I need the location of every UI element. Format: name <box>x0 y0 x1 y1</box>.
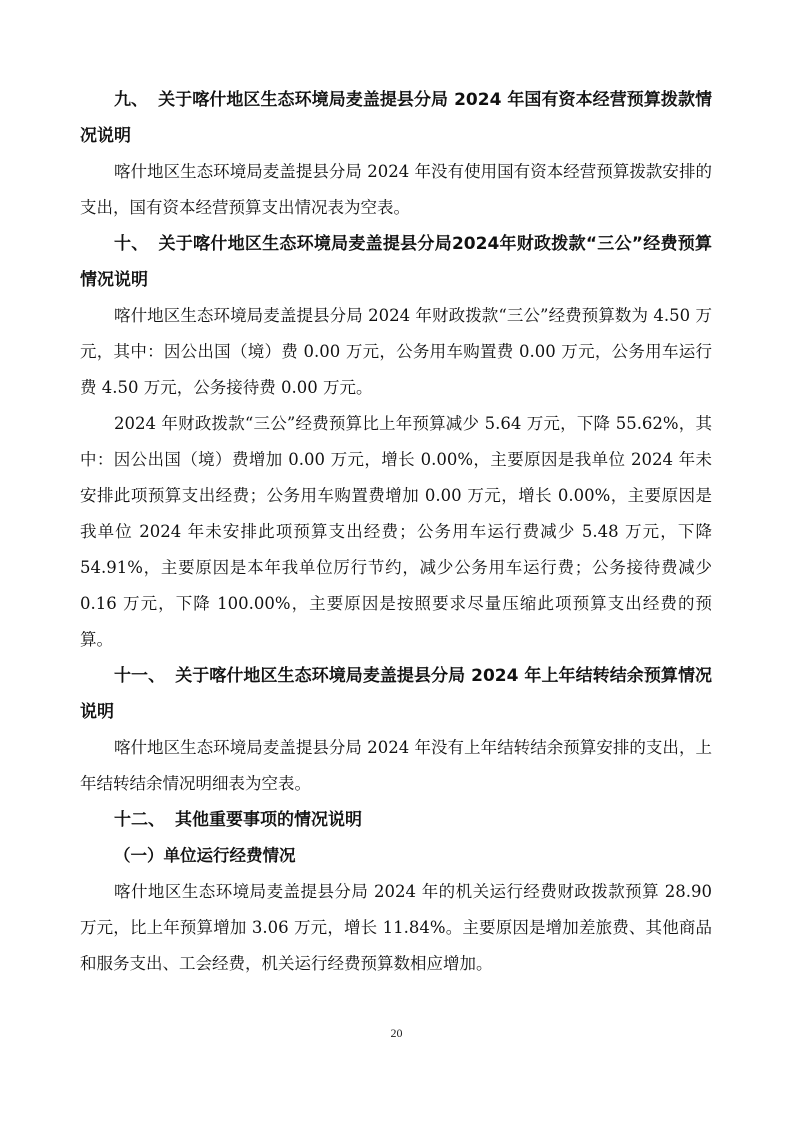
section-10-body-2: 2024 年财政拨款“三公”经费预算比上年预算减少 5.64 万元，下降 55.62%，其中：因公出国（境）费增加 0.00 万元，增长 0.00%，主要原因是我单位 2024 年未安排此项预算支出经费；公务用车购置费增加 0.00 万元，增长 0.00%，主要原因是我单位 2024 年未安排此项预算支出经费；公务用车运行费减少 5.48 万元，下降 54.91%，主要原因是本年我单位厉行节约，减少公务用车运行费；公务接待费减少 0.16 万元，下降 100.00%，主要原因是按照要求尽量压缩此项预算支出经费的预算。 <box>80 414 712 649</box>
section-10-number: 十、 <box>114 234 149 254</box>
document-content <box>80 82 712 982</box>
section-12-number: 十二、 <box>114 810 165 830</box>
section-10-heading <box>80 226 712 298</box>
section-11-number: 十一、 <box>114 666 166 686</box>
section-11-title: 关于喀什地区生态环境局麦盖提县分局 2024 年上年结转结余预算情况说明 <box>80 666 713 722</box>
section-11-heading <box>80 658 712 730</box>
section-12-title: 其他重要事项的情况说明 <box>175 810 362 830</box>
section-12-sub-1-body: 喀什地区生态环境局麦盖提县分局 2024 年的机关运行经费财政拨款预算 28.90 万元，比上年预算增加 3.06 万元，增长 11.84%。主要原因是增加差旅费、其他商品和服务支出、工会经费，机关运行经费预算数相应增加。 <box>80 882 712 973</box>
section-12-subheading-1: （一）单位运行经费情况 <box>114 846 296 865</box>
section-9-heading <box>80 82 712 154</box>
page-number: 20 <box>390 1026 403 1040</box>
section-9-body: 喀什地区生态环境局麦盖提县分局 2024 年没有使用国有资本经营预算拨款安排的支出，国有资本经营预算支出情况表为空表。 <box>80 162 712 217</box>
section-10-body-1: 喀什地区生态环境局麦盖提县分局 2024 年财政拨款“三公”经费预算数为 4.50 万元，其中：因公出国（境）费 0.00 万元，公务用车购置费 0.00 万元，公务用车运行费 4.50 万元，公务接待费 0.00 万元。 <box>80 306 712 397</box>
section-11-body: 喀什地区生态环境局麦盖提县分局 2024 年没有上年结转结余预算安排的支出，上年结转结余情况明细表为空表。 <box>80 738 712 793</box>
section-10-title: 关于喀什地区生态环境局麦盖提县分局2024年财政拨款“三公”经费预算情况说明 <box>80 234 712 290</box>
section-9-title: 关于喀什地区生态环境局麦盖提县分局 2024 年国有资本经营预算拨款情况说明 <box>80 90 713 146</box>
section-12-heading <box>80 802 712 838</box>
section-9-number: 九、 <box>114 90 149 110</box>
